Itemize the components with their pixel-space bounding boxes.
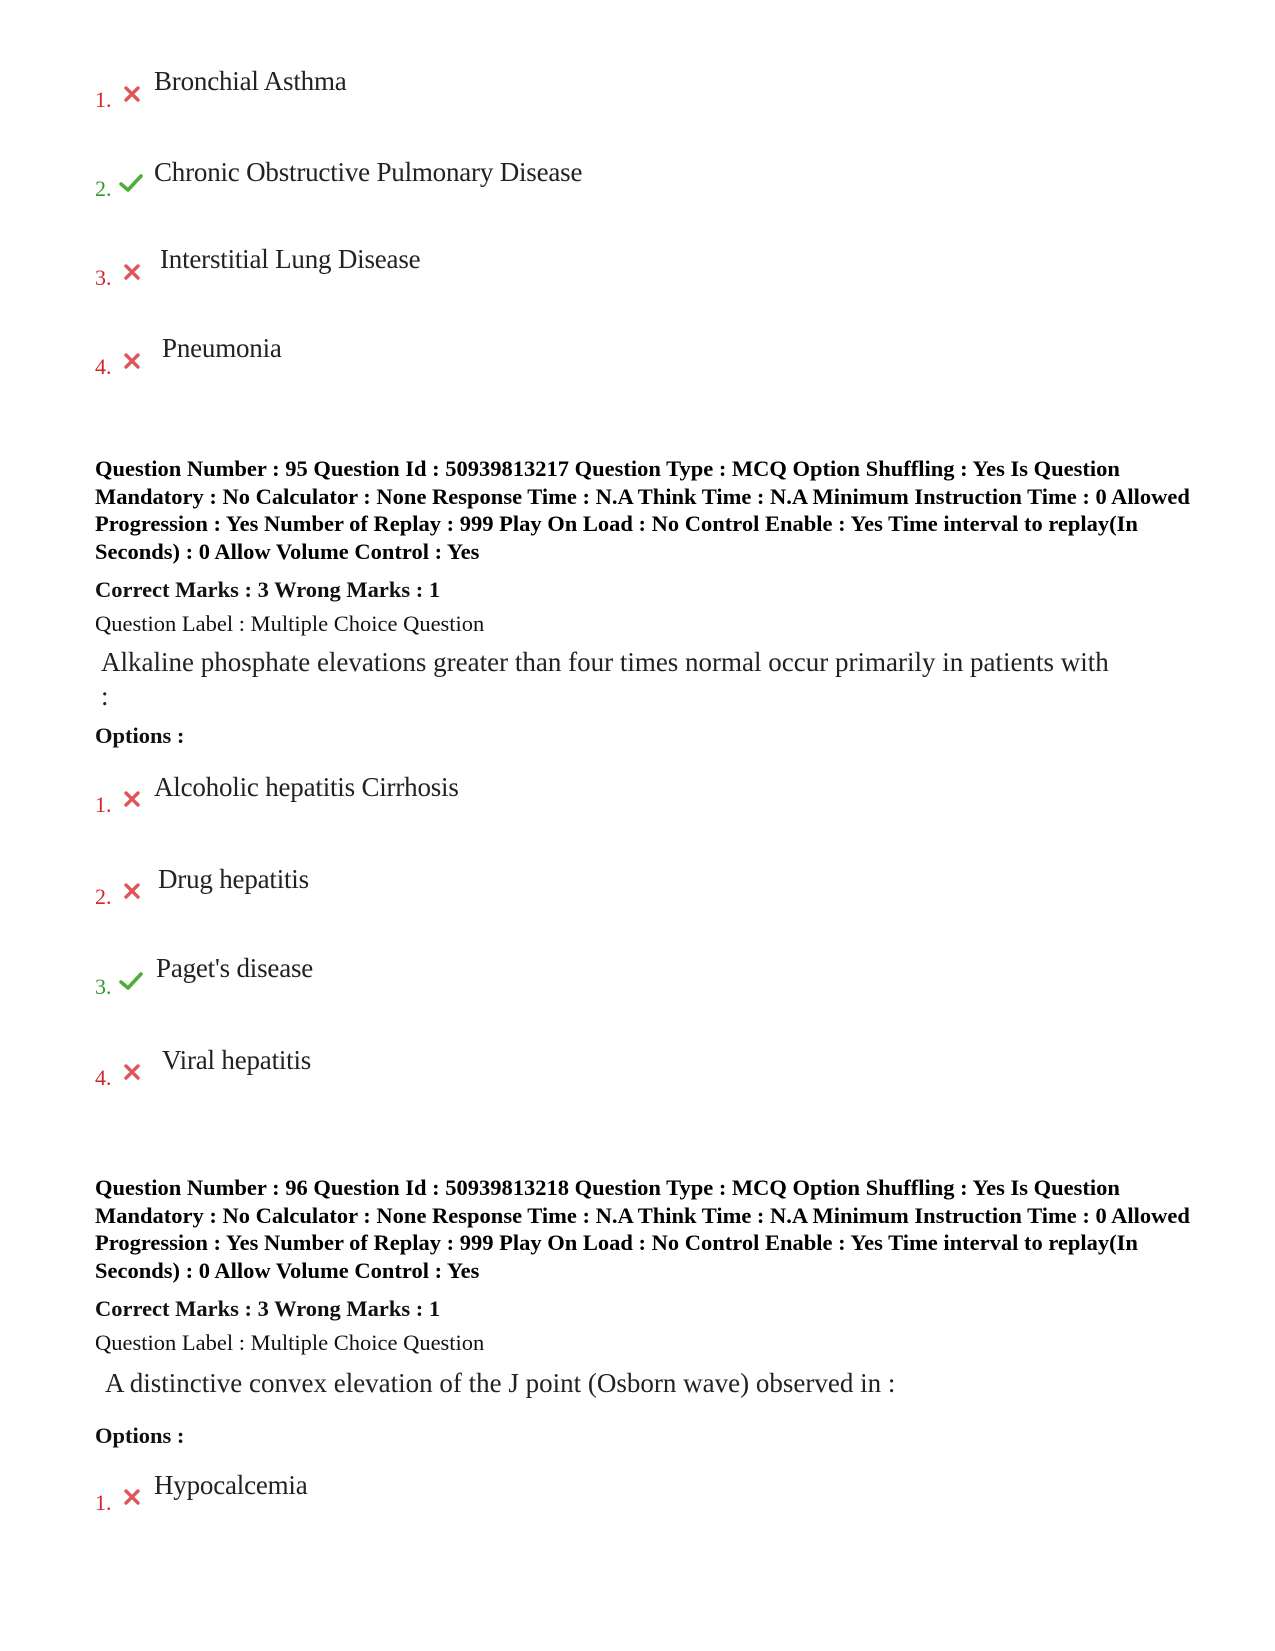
correct-check-icon <box>119 173 143 193</box>
wrong-cross-icon <box>122 881 142 901</box>
wrong-cross-icon <box>122 84 142 104</box>
question-label: Question Label : Multiple Choice Question <box>95 1330 485 1355</box>
option-text: Alcoholic hepatitis Cirrhosis <box>154 772 459 802</box>
option-number: 1. <box>95 1490 112 1515</box>
options-heading: Options : <box>95 1423 185 1448</box>
option-text: Paget's disease <box>156 953 314 983</box>
question-marks: Correct Marks : 3 Wrong Marks : 1 <box>95 577 441 602</box>
question-meta: Question Number : 95 Question Id : 50939813217 Question Type : MCQ Option Shuffling : Yes Is Question Mandatory : No Calculator : None Response Time : N.A Think Time : N.A Minimum Instruction Time : 0 Allowed Progression : Yes Number of Replay : 999 Play On Load : No Control Enable : Yes Time interval to replay(In Seconds) : 0 Allow Volume Control : Yes <box>95 456 1190 564</box>
option-number: 3. <box>95 974 112 999</box>
option-text: Bronchial Asthma <box>154 66 347 96</box>
wrong-cross-icon <box>122 351 142 371</box>
option-text: Chronic Obstructive Pulmonary Disease <box>154 157 583 187</box>
question-meta: Question Number : 96 Question Id : 50939813218 Question Type : MCQ Option Shuffling : Yes Is Question Mandatory : No Calculator : None Response Time : N.A Think Time : N.A Minimum Instruction Time : 0 Allowed Progression : Yes Number of Replay : 999 Play On Load : No Control Enable : Yes Time interval to replay(In Seconds) : 0 Allow Volume Control : Yes <box>95 1175 1190 1283</box>
wrong-cross-icon <box>122 262 142 282</box>
wrong-cross-icon <box>122 1487 142 1507</box>
option-number: 4. <box>95 1065 112 1090</box>
question-marks: Correct Marks : 3 Wrong Marks : 1 <box>95 1296 441 1321</box>
correct-check-icon <box>119 971 143 991</box>
option-text: Interstitial Lung Disease <box>160 244 421 274</box>
option-text: Pneumonia <box>162 333 282 363</box>
option-number: 1. <box>95 792 112 817</box>
option-number: 1. <box>95 87 112 112</box>
option-text: Viral hepatitis <box>162 1045 312 1075</box>
option-text: Hypocalcemia <box>154 1470 308 1500</box>
question-text: A distinctive convex elevation of the J point (Osborn wave) observed in : <box>105 1368 896 1398</box>
options-heading: Options : <box>95 723 185 748</box>
option-number: 2. <box>95 176 112 201</box>
option-number: 4. <box>95 354 112 379</box>
question-label: Question Label : Multiple Choice Question <box>95 611 485 636</box>
option-number: 2. <box>95 884 112 909</box>
wrong-cross-icon <box>122 1062 142 1082</box>
question-text: Alkaline phosphate elevations greater than four times normal occur primarily in patients with : <box>101 647 1109 711</box>
option-number: 3. <box>95 265 112 290</box>
wrong-cross-icon <box>122 789 142 809</box>
option-text: Drug hepatitis <box>158 864 309 894</box>
